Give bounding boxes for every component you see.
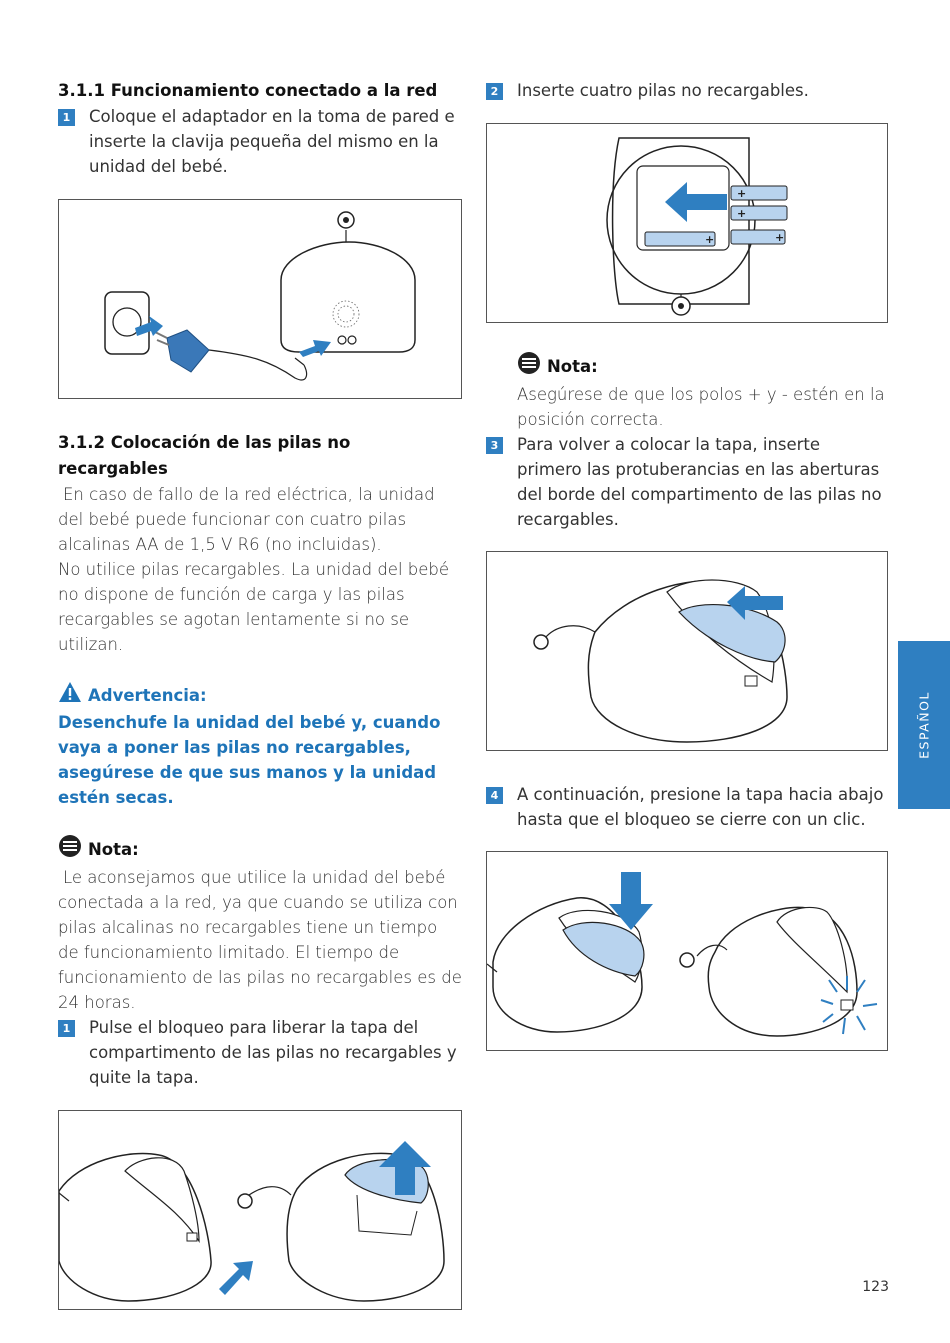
warning-block xyxy=(58,681,462,810)
step-number-badge: 4 xyxy=(486,787,503,804)
step-number-badge: 1 xyxy=(58,1020,75,1037)
note-text: Le aconsejamos que utilice la unidad del bebé conectada a la red, ya que cuando se utiliza con pilas alcalinas no recargables tiene un tiempo de funcionamiento limitado. El tiempo de funcionamiento de las pilas no recargables es de 24 horas. xyxy=(58,868,462,1012)
note-block-polarity xyxy=(486,351,888,432)
adapter-illustration xyxy=(59,200,462,399)
left-column xyxy=(58,78,462,1310)
warning-text: Desenchufe la unidad del bebé y, cuando vaya a poner las pilas no recargables, asegúrese de que sus manos y la unidad estén secas. xyxy=(58,713,441,807)
battery-plus-label-3: + xyxy=(775,231,785,244)
language-label: ESPAÑOL xyxy=(916,691,932,759)
remove-cover-illustration xyxy=(59,1111,462,1310)
step-number-badge: 3 xyxy=(486,437,503,454)
figure-press-cover xyxy=(486,851,888,1051)
figure-adapter-connection xyxy=(58,199,462,399)
warning-title: Advertencia: xyxy=(88,686,207,705)
note-icon xyxy=(517,351,541,382)
note-text: Asegúrese de que los polos + y - estén en la posición correcta. xyxy=(517,385,885,429)
warning-icon xyxy=(58,681,82,710)
note-heading xyxy=(58,834,462,865)
step-number-badge: 2 xyxy=(486,83,503,100)
press-cover-illustration xyxy=(487,852,888,1051)
section-title-batteries: 3.1.2 Colocación de las pilas no recargables xyxy=(58,433,351,478)
page-number: 123 xyxy=(862,1279,889,1295)
batteries-intro: En caso de fallo de la red eléctrica, la unidad del bebé puede funcionar con cuatro pilas alcalinas AA de 1,5 V R6 (no incluidas). xyxy=(58,485,435,554)
battery-plus-label-1: + xyxy=(737,187,747,200)
step-4-press-cover xyxy=(486,782,888,832)
note-icon xyxy=(58,834,82,865)
step-text: A continuación, presione la tapa hacia abajo hasta que el bloqueo se cierre con un clic. xyxy=(517,785,884,829)
language-side-tab xyxy=(898,641,950,809)
step-3-replace-cover xyxy=(486,432,888,532)
battery-plus-label-2: + xyxy=(737,207,747,220)
step-1-mains xyxy=(58,104,462,179)
note-heading xyxy=(517,351,888,382)
step-1-release-cover xyxy=(58,1015,462,1090)
step-number-badge: 1 xyxy=(58,109,75,126)
note-block xyxy=(58,834,462,1015)
replace-cover-illustration xyxy=(487,552,888,751)
figure-remove-cover xyxy=(58,1110,462,1310)
right-column xyxy=(486,78,888,1051)
batteries-rechargeable-note: No utilice pilas recargables. La unidad del bebé no dispone de función de carga y las pilas recargables se agotan lentamente si no se utilizan. xyxy=(58,560,450,654)
step-text: Inserte cuatro pilas no recargables. xyxy=(517,81,809,100)
section-title-mains: 3.1.1 Funcionamiento conectado a la red xyxy=(58,81,438,100)
step-text: Coloque el adaptador en la toma de pared e inserte la clavija pequeña del mismo en la unidad del bebé. xyxy=(89,107,455,176)
batteries-illustration xyxy=(487,124,888,323)
note-title: Nota: xyxy=(547,357,598,376)
note-title: Nota: xyxy=(88,840,139,859)
step-2-insert-batteries xyxy=(486,78,888,103)
figure-replace-cover xyxy=(486,551,888,751)
warning-heading xyxy=(58,681,462,710)
step-text: Pulse el bloqueo para liberar la tapa del compartimento de las pilas no recargables y quite la tapa. xyxy=(89,1018,457,1087)
battery-installed-plus-label: + xyxy=(705,233,715,246)
step-text: Para volver a colocar la tapa, inserte primero las protuberancias en las aberturas del borde del compartimento de las pilas no recargables. xyxy=(517,435,882,529)
figure-insert-batteries xyxy=(486,123,888,323)
